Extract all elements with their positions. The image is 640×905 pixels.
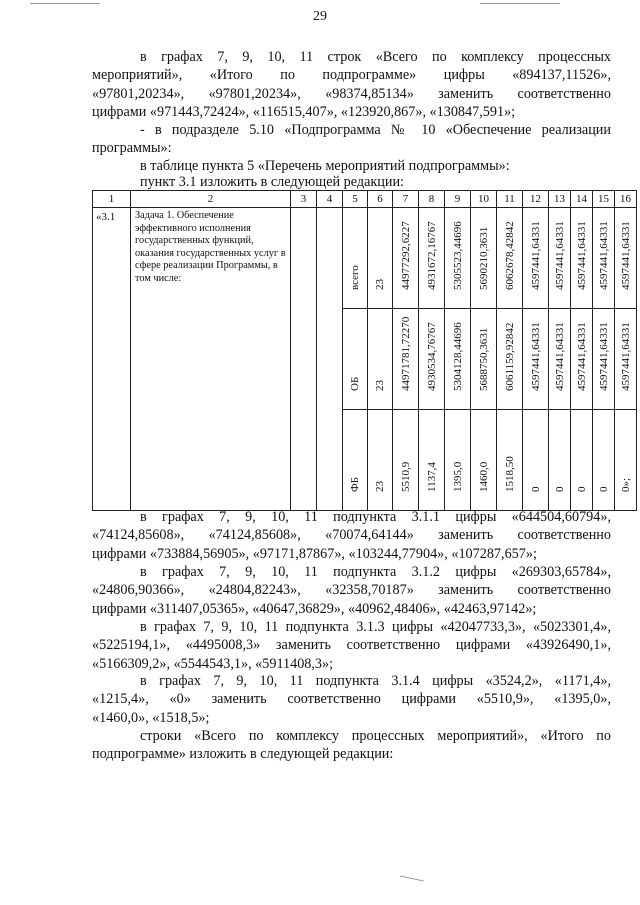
value-cell: 4597441,64331 [523,208,549,309]
header-cell: 15 [593,191,615,208]
value-cell: 0 [571,410,593,511]
col6-cell: 23 [368,309,393,410]
value-cell: 4931672,16767 [419,208,445,309]
scan-mark-bottom [400,876,424,882]
funding-source: ОБ [343,309,368,410]
value-cell: 5305523,44696 [445,208,471,309]
paragraph-3: в таблице пункта 5 «Перечень мероприятий подпрограммы»: [140,158,510,174]
header-cell: 14 [571,191,593,208]
header-cell: 9 [445,191,471,208]
header-cell: 1 [93,191,131,208]
header-cell: 16 [615,191,637,208]
table-header-row [93,191,637,208]
empty-cell [291,208,317,511]
empty-cell [317,208,343,511]
paragraph-9: строки «Всего по комплексу процессных мероприятий», «Итого по подпрограмме» изложить в следующей редакции: [92,728,611,763]
value-cell: 44971781,72270 [393,309,419,410]
page-number: 29 [313,9,327,24]
paragraph-1: в графах 7, 9, 10, 11 строк «Всего по комплексу процессных мероприятий», «Итого по подпрограмме» цифры «894137,11526», «97801,20234», «97801,20234», «98374,85134» заменить соответственно цифрами «971443,72424», «116515,407», «123920,867», «130847,591»; [92,49,611,121]
scan-noise-top-right [480,3,560,4]
value-cell: 4597441,64331 [571,208,593,309]
value-cell: 1395,0 [445,410,471,511]
value-cell: 4597441,64331 [615,208,637,309]
paragraph-6: в графах 7, 9, 10, 11 подпункта 3.1.2 цифры «269303,65784», «24806,90366», «24804,82243», «32358,70187» заменить соответственно цифрами «311407,05365», «40647,36829», «40962,48406», «42463,97142»; [92,564,611,617]
value-cell: 6062678,42842 [497,208,523,309]
header-cell: 8 [419,191,445,208]
value-cell: 1460,0 [471,410,497,511]
value-cell: 1137,4 [419,410,445,511]
header-cell: 6 [368,191,393,208]
row-number: «3.1 [93,208,131,511]
paragraph-2: - в подразделе 5.10 «Подпрограмма № 10 «Обеспечение реализации программы»: [92,122,611,157]
paragraph-8: в графах 7, 9, 10, 11 подпункта 3.1.4 цифры «3524,2», «1171,4», «1215,4», «0» заменить соответственно цифрами «5510,9», «1395,0», «1460,0», «1518,5»; [92,673,611,726]
header-cell: 13 [549,191,571,208]
header-cell: 4 [317,191,343,208]
value-cell: 4597441,64331 [615,309,637,410]
header-cell: 3 [291,191,317,208]
value-cell: 0»; [615,410,637,511]
value-cell: 1518,50 [497,410,523,511]
paragraph-5: в графах 7, 9, 10, 11 подпункта 3.1.1 цифры «644504,60794», «74124,85608», «74124,85608», «70074,64144» заменить соответственно цифрами «733884,56905», «97171,87867», «103244,77904», «107287,657»; [92,509,611,562]
value-cell: 0 [549,410,571,511]
measures-table [92,190,637,511]
value-cell: 4597441,64331 [523,309,549,410]
header-cell: 11 [497,191,523,208]
value-cell: 4597441,64331 [549,208,571,309]
value-cell: 5510,9 [393,410,419,511]
value-cell: 5690210,3631 [471,208,497,309]
header-cell: 10 [471,191,497,208]
value-cell: 5304128,44696 [445,309,471,410]
value-cell: 44977292,6227 [393,208,419,309]
value-cell: 0 [593,410,615,511]
header-cell: 5 [343,191,368,208]
funding-source: всего [343,208,368,309]
paragraph-7: в графах 7, 9, 10, 11 подпункта 3.1.3 цифры «42047733,3», «5023301,4», «5225194,1», «4495008,3» заменить соответственно цифрами «43926490,1», «5166309,2», «5544543,1», «5911408,3»; [92,619,611,672]
scan-noise-top [30,3,100,4]
value-cell: 4597441,64331 [549,309,571,410]
header-cell: 7 [393,191,419,208]
value-cell: 6061159,92842 [497,309,523,410]
funding-source: ФБ [343,410,368,511]
col6-cell: 23 [368,208,393,309]
col6-cell: 23 [368,410,393,511]
value-cell: 0 [523,410,549,511]
task-description: Задача 1. Обеспечение эффективного исполнения государственных функций, оказания государственных услуг в сфере реализации Программы, в том числе: [131,208,291,511]
value-cell: 5688750,3631 [471,309,497,410]
header-cell: 12 [523,191,549,208]
header-cell: 2 [131,191,291,208]
value-cell: 4597441,64331 [571,309,593,410]
value-cell: 4597441,64331 [593,208,615,309]
value-cell: 4930534,76767 [419,309,445,410]
table-row-total [93,208,637,309]
value-cell: 4597441,64331 [593,309,615,410]
paragraph-4: пункт 3.1 изложить в следующей редакции: [140,174,404,190]
